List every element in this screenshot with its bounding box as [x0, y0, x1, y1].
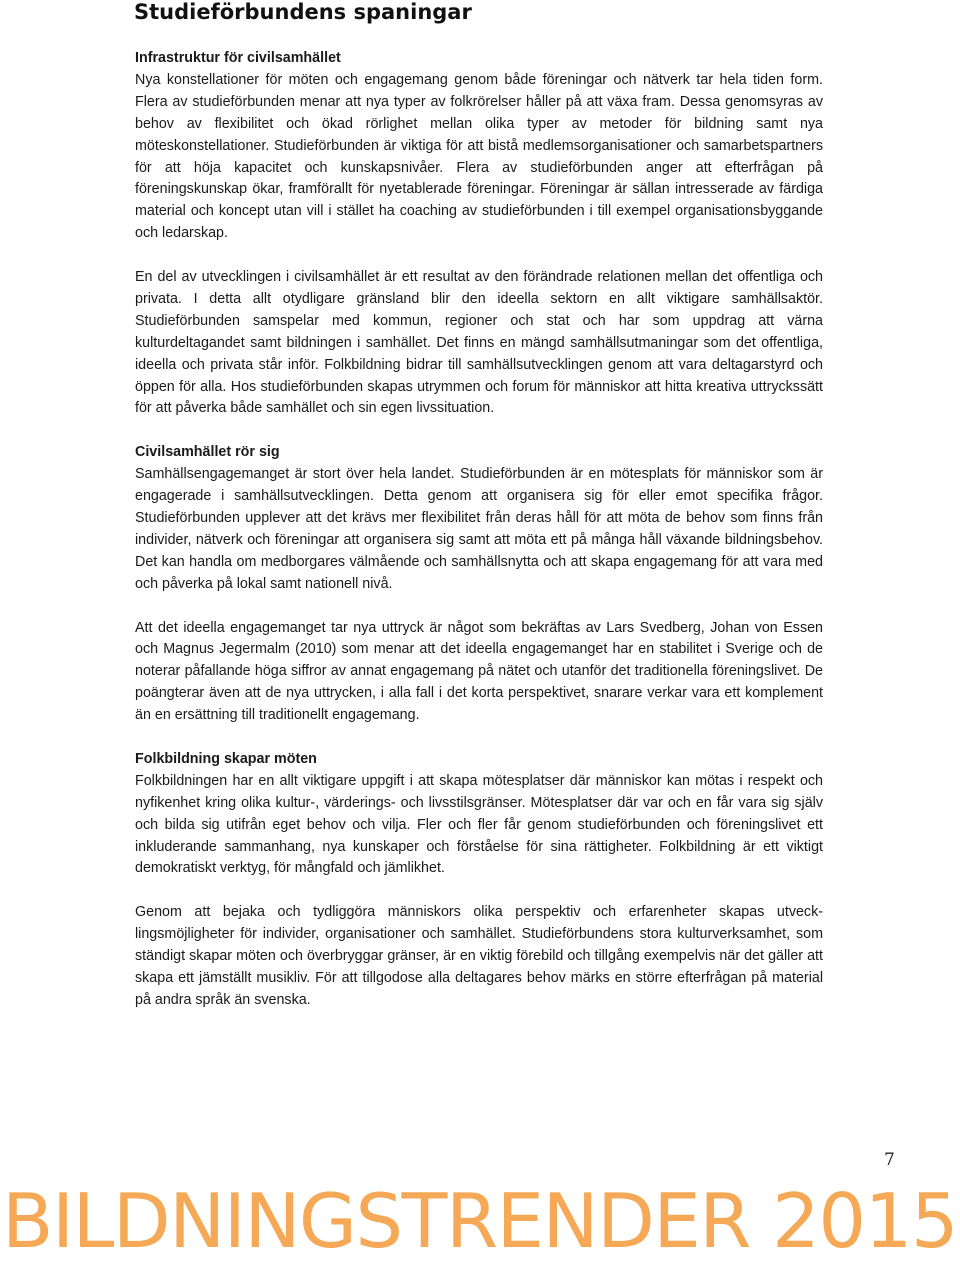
paragraph: Nya konstellationer för möten och engagemang genom både föreningar och nätverk tar hela tiden form. Flera av studieförbunden menar att nya typer av folkrörelser håller på att växa fram. Dessa genomsyras av behov av flexibilitet och ökad rörlighet mellan olika typer av metoder för bildning samt nya möteskonstellationer. Studieförbunden är viktiga för att bistå medlemsorganisationer och samarbetspartners för att höja kapacitet och kunskapsnivåer. Flera av studieförbunden anger att efterfrågan på föreningskunskap ökar, framförallt för nyetablerade föreningar. Föreningar är sällan intresserade av färdiga material och koncept utan vill i stället ha coaching av studieförbunden i till exempel organisationsbyggande och ledarskap. [135, 71, 823, 242]
paragraph: Samhällsengagemanget är stort över hela landet. Studieförbunden är en mötesplats för människor som är engagerade i samhällsutvecklingen. Detta genom att organisera sig för eller emot specifika frågor. Studieförbunden upplever att det krävs mer flexibilitet från deras håll för att möta de behov som finns från individer, nätverk och föreningar att organisera sig samt att möta ett på många håll växande bildningsbehov. Det kan handla om medborgares välmående och samhällsnytta och att skapa engagemang för att vara med och påverka på lokal samt nationell nivå. [135, 466, 823, 592]
paragraph: Att det ideella engagemanget tar nya uttryck är något som bekräftas av Lars Svedberg, Johan von Essen och Magnus Jegermalm (2010) som menar att det ideella engagemanget har en stabilitet i Sverige och de noterar påfallande höga siffror av annat engagemang på nätet och utanför det traditionella föreningslivet. De poängterar även att de nya uttrycken, i alla fall i det korta perspektivet, snarare verkar vara ett komplement än en ersättning till traditionellt engagemang. [135, 619, 823, 724]
section-heading: Civilsamhället rör sig [135, 444, 280, 461]
article-body [135, 48, 823, 1034]
page-number: 7 [884, 1150, 895, 1170]
section-civil-society [135, 442, 823, 727]
section-heading: Folkbildning skapar möten [135, 750, 317, 767]
paragraph: Folkbildningen har en allt viktigare uppgift i att skapa mötesplatser där människor kan mötas i respekt och nyfikenhet kring olika kultur-, värderings- och livsstilsgränser. Mötesplatser där var och en får vara sig själv och bilda sig utifrån eget behov och vilja. Fler och fler får genom studieförbunden och föreningslivet ett inkluderande sammanhang, nya kunskaper och förståelse för sina rättigheter. Folkbildning är ett viktigt demokratiskt verktyg, för mångfald och jämlikhet. [135, 772, 823, 877]
section-folkbildning [135, 749, 823, 1012]
section-heading: Infrastruktur för civilsamhället [135, 50, 341, 66]
section-infrastructure [135, 48, 823, 420]
footer-brand-wordmark: BILDNINGSTRENDER 2015 [2, 1177, 958, 1265]
page-title: Studieförbundens spaningar [134, 0, 472, 24]
paragraph: En del av utvecklingen i civilsamhället är ett resultat av den förändrade relationen mellan det offentliga och privata. I detta allt otydligare gränsland blir den ideella sektorn en allt viktigare samhällsaktör. Studieförbunden samspelar med kommun, regioner och stat och har som uppdrag att värna kulturdeltagandet samt bildningen i samhället. Det finns en mängd samhällsutmaningar som det offentliga, ideella och privata står inför. Folkbildning bidrar till samhällsutvecklingen genom att vara deltagarstyrd och öppen för alla. Hos studieförbunden skapas utrymmen och forum för människor att hitta kreativa uttryckssätt för att påverka både samhället och sin egen livssituation. [135, 269, 823, 417]
paragraph: Genom att bejaka och tydliggöra människors olika perspektiv och erfarenheter skapas utvecklingsmöjligheter för individer, organisationer och samhället. Studieförbundens stora kulturverksamhet, som ständigt skapar möten och överbryggar gränser, är en viktig förebild och tillgång exempelvis när det gäller att skapa ett jämställt musikliv. För att tillgodose alla deltagares behov märks en större efterfrågan på material på andra språk än svenska. [135, 904, 823, 1008]
